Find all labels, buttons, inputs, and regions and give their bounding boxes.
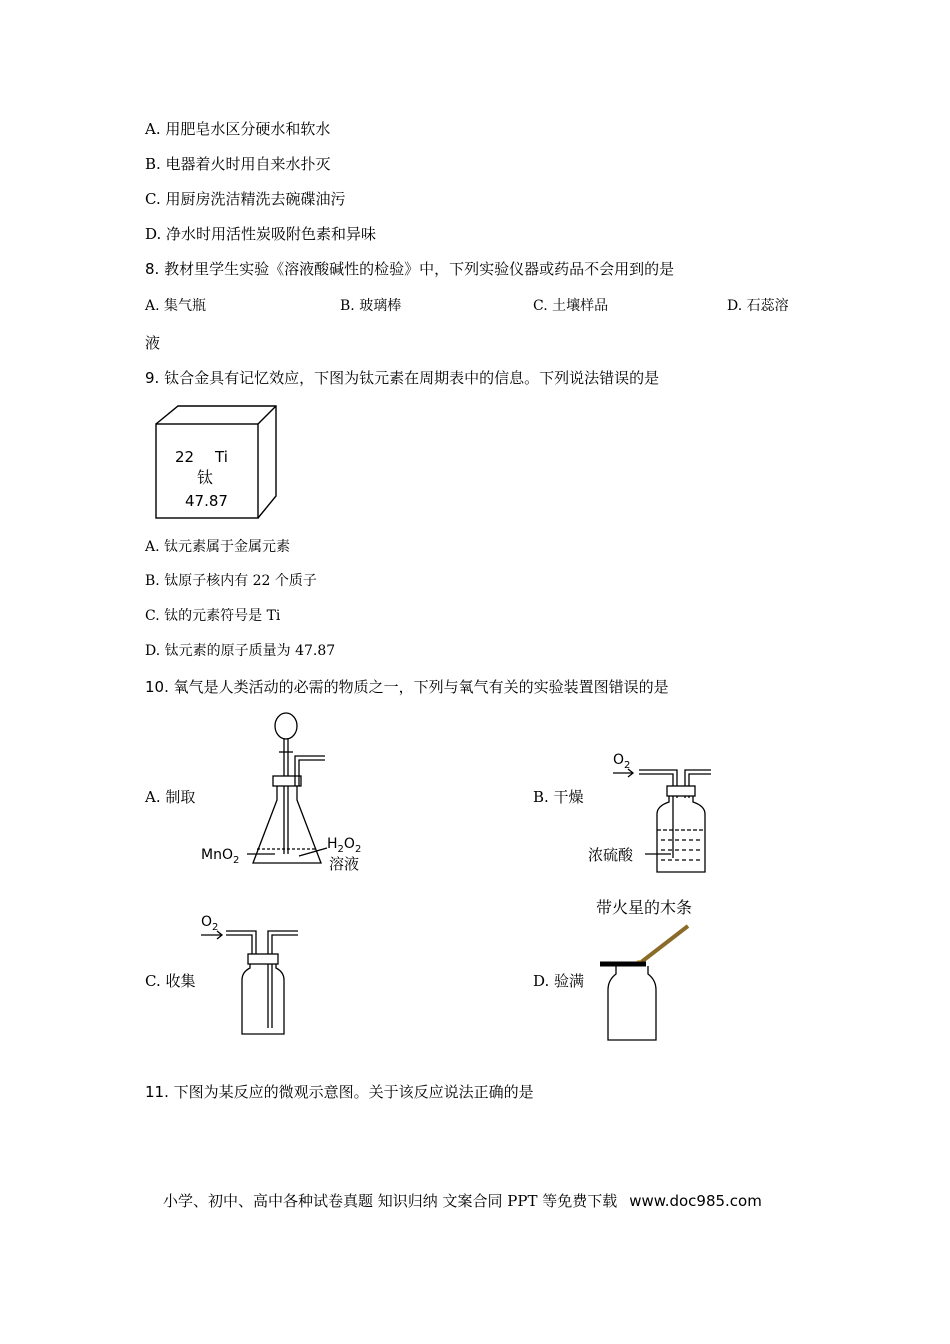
drying-apparatus <box>585 748 715 878</box>
q8-number: 8. <box>145 260 160 278</box>
label-solution: 溶液 <box>329 855 360 873</box>
gas-bottle-c <box>242 964 284 1034</box>
element-name: 钛 <box>197 468 214 487</box>
footer-text: 小学、初中、高中各种试卷真题 知识归纳 文案合同 PPT 等免费下载 <box>163 1192 618 1210</box>
oxygen-generation-apparatus <box>195 708 380 878</box>
wooden-splint <box>640 926 688 963</box>
gas-inlet-c-inner <box>226 935 252 956</box>
collection-apparatus <box>198 910 308 1038</box>
delivery-tube-inner <box>299 760 325 786</box>
q8-option-b: B. 玻璃棒 <box>340 298 402 314</box>
q7-option-a: A. 用肥皂水区分硬水和软水 <box>145 120 331 138</box>
q9-option-c: C. 钛的元素符号是 Ti <box>145 608 281 624</box>
flask-stopper <box>273 776 301 786</box>
titanium-element-cube <box>150 402 280 524</box>
q9-number: 9. <box>145 369 160 387</box>
label-o2-b: $O_2$ <box>613 752 631 771</box>
q10-number: 10. <box>145 678 169 696</box>
q7-option-c: C. 用厨房洗洁精洗去碗碟油污 <box>145 190 346 208</box>
label-o2-c: $O_2$ <box>201 914 219 933</box>
label-mno2: MnO$_2$ <box>201 847 240 866</box>
page-footer <box>163 1190 762 1211</box>
q8-option-d: D. 石蕊溶 <box>727 298 789 314</box>
element-mass: 47.87 <box>185 492 228 510</box>
conical-flask <box>253 786 321 863</box>
q9-option-d: D. 钛元素的原子质量为 47.87 <box>145 643 336 659</box>
q8-stem-text: 教材里学生实验《溶液酸碱性的检验》中，下列实验仪器或药品不会用到的是 <box>164 260 675 278</box>
q10-option-a-label: A. 制取 <box>145 788 196 806</box>
element-symbol: Ti <box>215 448 228 466</box>
gas-bottle-d <box>608 966 656 1040</box>
q10-option-d-label: D. 验满 <box>533 972 585 990</box>
q8-stem <box>145 259 674 279</box>
q11-number: 11. <box>145 1083 169 1101</box>
q10-stem-text: 氧气是人类活动的必需的物质之一，下列与氧气有关的实验装置图错误的是 <box>173 678 669 696</box>
funnel-bulb <box>275 713 297 739</box>
q9-option-b: B. 钛原子核内有 22 个质子 <box>145 573 317 589</box>
q10-option-b-label: B. 干燥 <box>533 788 584 806</box>
element-atomic-number: 22 <box>175 448 195 466</box>
full-test-apparatus <box>590 892 720 1044</box>
label-concentrated-sulfuric-acid: 浓硫酸 <box>588 846 634 864</box>
q8-option-d-wrap: 液 <box>145 334 161 352</box>
q11-stem-text: 下图为某反应的微观示意图。关于该反应说法正确的是 <box>173 1083 534 1101</box>
label-glowing-splint: 带火星的木条 <box>596 898 693 917</box>
label-h2o2: $H_2O_2$ <box>327 836 362 855</box>
q7-option-d: D. 净水时用活性炭吸附色素和异味 <box>145 225 377 243</box>
bottle-stopper-b <box>667 786 695 796</box>
long-tube-inner <box>272 935 298 1028</box>
cube-top-right-edge <box>258 406 276 424</box>
bottle-stopper-c <box>248 954 278 964</box>
q9-stem-text: 钛合金具有记忆效应，下图为钛元素在周期表中的信息。下列说法错误的是 <box>164 369 660 387</box>
q8-option-c: C. 土壤样品 <box>533 298 609 314</box>
q9-stem <box>145 368 659 388</box>
q10-option-c-label: C. 收集 <box>145 972 196 990</box>
q9-option-a: A. 钛元素属于金属元素 <box>145 539 291 555</box>
q8-option-a: A. 集气瓶 <box>145 298 207 314</box>
footer-url[interactable]: www.doc985.com <box>629 1192 762 1210</box>
q10-stem <box>145 677 669 697</box>
q7-option-b: B. 电器着火时用自来水扑灭 <box>145 155 331 173</box>
q11-stem <box>145 1082 534 1102</box>
